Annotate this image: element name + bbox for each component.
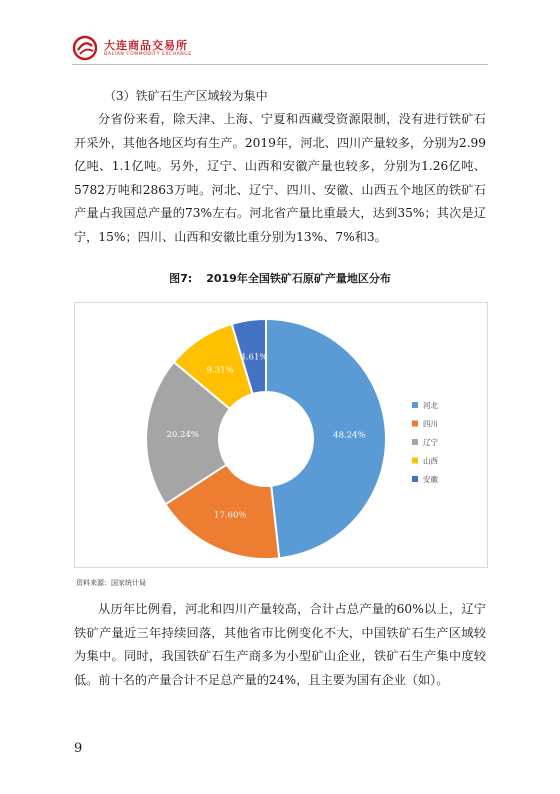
legend-label-4: 山西 [423,456,438,466]
legend-swatch-2 [412,421,418,427]
legend-label-2: 四川 [423,419,438,429]
body-paragraph-1: 分省份来看，除天津、上海、宁夏和西藏受资源限制，没有进行铁矿石开采外，其他各地区均有生产。2019年，河北、四川产量较多，分别为2.99亿吨、1.1亿吨。另外，辽宁、山西和安徽产量也较多，分别为1.26亿吨、5782万吨和2863万吨。河北、辽宁、四川、安徽、山西五个地区的铁矿石产量占我国总产量的73%左右。河北省产量比重最大，达到35%；其次是辽宁，15%；四川、山西和安徽比重分别为13%、7%和3。 [74,112,486,244]
slice-label-2: 17.60% [214,510,247,521]
body-paragraph-2: 从历年比例看，河北和四川产量较高，合计占总产量的60%以上，辽宁铁矿产量近三年持续回落，其他省市比例变化不大，中国铁矿石生产区域较为集中。同时，我国铁矿石生产商多为小型矿山企业，铁矿石生产集中度较低。前十名的产量合计不足总产量的24%，且主要为国有企业（如）。 [74,602,486,687]
legend-swatch-3 [412,439,418,445]
exchange-logo-text [104,39,192,58]
legend-label-3: 辽宁 [423,438,438,447]
chart-legend [412,400,438,484]
chart-source: 资料来源：国家统计局 [76,579,146,587]
section-heading: （3）铁矿石生产区域较为集中 [104,89,268,103]
slice-label-3: 20.24% [166,429,199,440]
logo-english-name: DALIAN COMMODITY EXCHANGE [104,51,192,57]
slice-1 [266,319,386,558]
legend-swatch-4 [412,458,418,464]
exchange-logo-icon [72,35,98,61]
page-header [72,34,192,62]
header-divider [72,64,488,65]
legend-swatch-1 [412,402,418,408]
page-number: 9 [74,741,83,756]
donut-chart [75,303,487,567]
legend-label-5: 安徽 [423,475,438,484]
slice-label-1: 48.24% [333,430,366,441]
figure-title: 2019年全国铁矿石原矿产量地区分布 [206,272,391,285]
chart-frame [74,302,488,568]
legend-swatch-5 [412,476,418,482]
slice-label-5: 4.61% [240,352,268,363]
figure-caption [0,270,560,286]
figure-number: 图7: [169,272,193,285]
slice-label-4: 9.31% [206,365,234,376]
legend-label-1: 河北 [423,401,438,410]
logo-chinese-name: 大连商品交易所 [104,38,188,52]
